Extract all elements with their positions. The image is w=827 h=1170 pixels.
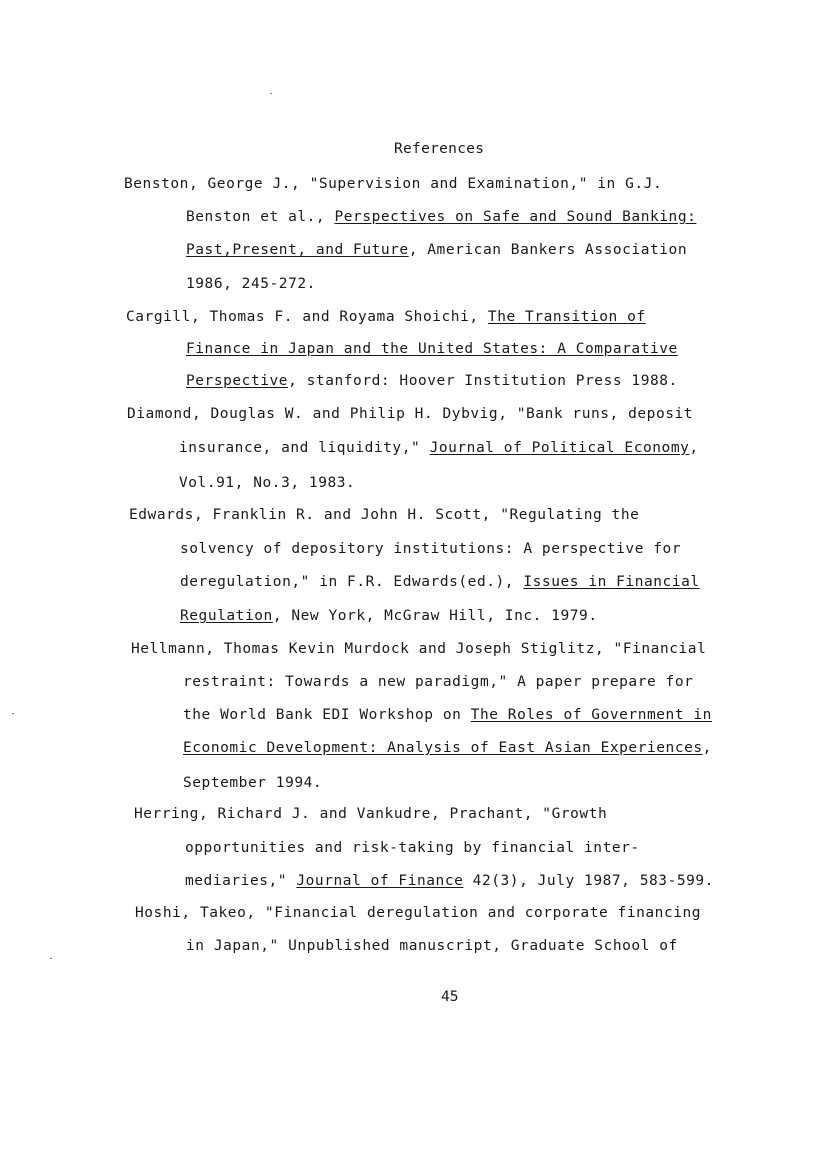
references-heading: References — [394, 141, 485, 157]
reference-line: Hellmann, Thomas Kevin Murdock and Joseph Stiglitz, "Financial — [131, 641, 707, 657]
reference-book-title: Regulation — [180, 608, 273, 624]
reference-line: 1986, 245-272. — [186, 276, 316, 292]
reference-line — [186, 373, 678, 389]
reference-line: Hoshi, Takeo, "Financial deregulation and corporate financing — [135, 905, 702, 921]
reference-text: mediaries," — [185, 873, 297, 889]
reference-book-title: The Roles of Government in — [470, 707, 712, 723]
reference-text: , — [702, 740, 712, 756]
reference-line — [126, 309, 646, 325]
reference-text: , American Bankers Association — [408, 242, 688, 258]
scan-speck — [50, 958, 52, 959]
reference-book-title: Issues in Financial — [523, 574, 700, 590]
reference-line — [186, 242, 687, 258]
reference-line: in Japan," Unpublished manuscript, Graduate School of — [186, 938, 678, 954]
reference-line: opportunities and risk-taking by financial inter- — [185, 840, 640, 856]
reference-book-title: The Transition of — [487, 309, 646, 325]
reference-line: solvency of depository institutions: A perspective for — [180, 541, 682, 557]
reference-line: Benston, George J., "Supervision and Examination," in G.J. — [124, 176, 663, 192]
reference-text: Benston et al., — [186, 209, 335, 225]
reference-book-title: Past,Present, and Future — [186, 242, 409, 258]
reference-text: the World Bank EDI Workshop on — [183, 707, 471, 723]
reference-line: Diamond, Douglas W. and Philip H. Dybvig, "Bank runs, deposit — [127, 406, 694, 422]
reference-text: 42(3), July 1987, 583-599. — [463, 873, 714, 889]
scan-speck — [12, 713, 14, 714]
reference-text: , — [689, 440, 699, 456]
reference-text: insurance, and liquidity," — [179, 440, 430, 456]
reference-book-title: Finance in Japan and the United States: A Comparative — [186, 341, 678, 357]
reference-line: Herring, Richard J. and Vankudre, Prachant, "Growth — [134, 806, 608, 822]
reference-journal-title: Journal of Political Economy — [429, 440, 690, 456]
reference-book-title: Perspective — [186, 373, 289, 389]
page-number: 45 — [441, 989, 459, 1005]
reference-line — [183, 740, 712, 756]
scan-speck — [270, 93, 272, 94]
reference-line: Vol.91, No.3, 1983. — [179, 475, 356, 491]
reference-line — [186, 341, 678, 357]
reference-line — [180, 608, 598, 624]
reference-text: deregulation," in F.R. Edwards(ed.), — [180, 574, 524, 590]
reference-text: , stanford: Hoover Institution Press 1988. — [288, 373, 678, 389]
reference-journal-title: Journal of Finance — [296, 873, 464, 889]
reference-line — [186, 209, 696, 225]
reference-text: , New York, McGraw Hill, Inc. 1979. — [272, 608, 598, 624]
reference-line — [183, 707, 712, 723]
reference-line: September 1994. — [183, 775, 323, 791]
reference-line — [185, 873, 714, 889]
reference-line: Edwards, Franklin R. and John H. Scott, "Regulating the — [129, 507, 640, 523]
reference-book-title: Perspectives on Safe and Sound Banking: — [334, 209, 697, 225]
reference-book-title: Economic Development: Analysis of East Asian Experiences — [183, 740, 703, 756]
reference-line: restraint: Towards a new paradigm," A paper prepare for — [183, 674, 694, 690]
reference-line — [179, 440, 699, 456]
reference-line — [180, 574, 700, 590]
reference-text: Cargill, Thomas F. and Royama Shoichi, — [126, 309, 488, 325]
